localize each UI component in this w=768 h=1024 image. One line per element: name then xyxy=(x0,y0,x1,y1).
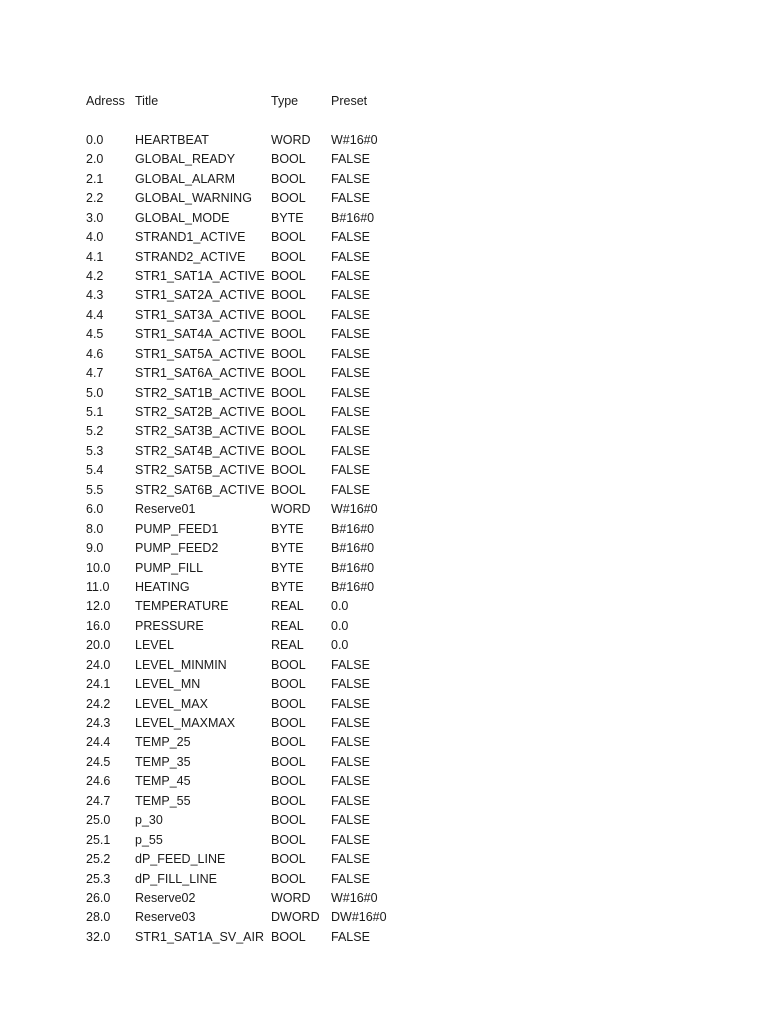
cell-title: STR1_SAT5A_ACTIVE xyxy=(135,346,265,361)
cell-address: 24.1 xyxy=(86,677,111,692)
cell-address: 10.0 xyxy=(86,560,111,575)
cell-title: STRAND1_ACTIVE xyxy=(135,230,246,245)
cell-title: GLOBAL_MODE xyxy=(135,210,230,225)
table-row xyxy=(86,753,416,772)
table-row xyxy=(86,811,416,830)
cell-address: 24.0 xyxy=(86,657,111,672)
table-row xyxy=(86,248,416,267)
cell-type: REAL xyxy=(271,638,304,653)
cell-title: LEVEL_MN xyxy=(135,677,201,692)
cell-title: STR1_SAT6A_ACTIVE xyxy=(135,366,265,381)
cell-address: 4.1 xyxy=(86,249,104,264)
cell-title: LEVEL xyxy=(135,638,174,653)
table-row xyxy=(86,889,416,908)
cell-preset: FALSE xyxy=(331,774,370,789)
table-row xyxy=(86,422,416,441)
cell-title: LEVEL_MAX xyxy=(135,696,208,711)
cell-preset: FALSE xyxy=(331,696,370,711)
cell-address: 4.2 xyxy=(86,268,104,283)
cell-type: BOOL xyxy=(271,230,306,245)
cell-address: 4.3 xyxy=(86,288,104,303)
cell-address: 2.0 xyxy=(86,152,104,167)
cell-address: 24.5 xyxy=(86,754,111,769)
cell-address: 12.0 xyxy=(86,599,111,614)
cell-address: 4.0 xyxy=(86,230,104,245)
cell-preset: 0.0 xyxy=(331,599,349,614)
cell-address: 6.0 xyxy=(86,502,104,517)
table-row xyxy=(86,403,416,422)
table-row xyxy=(86,345,416,364)
cell-type: BOOL xyxy=(271,443,306,458)
cell-address: 5.0 xyxy=(86,385,104,400)
cell-type: WORD xyxy=(271,502,311,517)
cell-preset: FALSE xyxy=(331,346,370,361)
cell-title: LEVEL_MAXMAX xyxy=(135,716,236,730)
cell-address: 4.5 xyxy=(86,327,104,342)
cell-title: HEARTBEAT xyxy=(135,132,209,147)
cell-preset: FALSE xyxy=(331,871,370,886)
cell-preset: FALSE xyxy=(331,366,370,381)
cell-preset: FALSE xyxy=(331,152,370,167)
cell-title: HEATING xyxy=(135,579,190,594)
cell-title: STR1_SAT3A_ACTIVE xyxy=(135,307,265,322)
cell-preset: B#16#0 xyxy=(331,579,375,594)
table-row xyxy=(86,928,416,947)
cell-type: BOOL xyxy=(271,677,306,692)
cell-title: STR2_SAT3B_ACTIVE xyxy=(135,424,265,439)
cell-preset: 0.0 xyxy=(331,638,349,653)
cell-preset: 0.0 xyxy=(331,618,349,633)
cell-preset: W#16#0 xyxy=(331,890,378,905)
table-row xyxy=(86,170,416,189)
table-row xyxy=(86,189,416,208)
cell-type: BOOL xyxy=(271,405,306,419)
cell-title: GLOBAL_ALARM xyxy=(135,171,236,186)
cell-title: LEVEL_MINMIN xyxy=(135,657,227,672)
cell-type: BYTE xyxy=(271,579,304,594)
cell-preset: FALSE xyxy=(331,677,370,692)
cell-address: 4.7 xyxy=(86,366,104,381)
cell-preset: B#16#0 xyxy=(331,210,375,225)
cell-title: PUMP_FEED1 xyxy=(135,521,219,536)
cell-preset: FALSE xyxy=(331,191,370,206)
cell-title: dP_FILL_LINE xyxy=(135,871,217,886)
table-row xyxy=(86,286,416,305)
table-row xyxy=(86,384,416,403)
cell-type: BOOL xyxy=(271,716,306,730)
table-row xyxy=(86,364,416,383)
cell-address: 5.3 xyxy=(86,443,104,458)
cell-type: BYTE xyxy=(271,560,304,575)
cell-address: 25.0 xyxy=(86,813,111,828)
cell-preset: FALSE xyxy=(331,754,370,769)
cell-title: p_55 xyxy=(135,832,163,847)
cell-title: Reserve01 xyxy=(135,502,196,517)
cell-type: BOOL xyxy=(271,793,306,808)
cell-preset: FALSE xyxy=(331,249,370,264)
cell-title: STRAND2_ACTIVE xyxy=(135,249,246,264)
cell-type: BOOL xyxy=(271,249,306,264)
cell-title: STR2_SAT1B_ACTIVE xyxy=(135,385,265,400)
table-row xyxy=(86,695,416,714)
cell-type: BOOL xyxy=(271,191,306,206)
cell-title: Reserve02 xyxy=(135,890,196,905)
table-row xyxy=(86,617,416,636)
table-row xyxy=(86,578,416,597)
cell-title: PUMP_FEED2 xyxy=(135,541,219,556)
cell-type: BOOL xyxy=(271,268,306,283)
cell-title: STR1_SAT4A_ACTIVE xyxy=(135,327,265,342)
cell-type: WORD xyxy=(271,890,311,905)
table-row xyxy=(86,908,416,927)
cell-preset: FALSE xyxy=(331,327,370,342)
cell-address: 2.1 xyxy=(86,171,104,186)
cell-title: PUMP_FILL xyxy=(135,560,204,575)
cell-type: REAL xyxy=(271,618,304,633)
table-row xyxy=(86,150,416,169)
table-row xyxy=(86,500,416,519)
cell-preset: W#16#0 xyxy=(331,132,378,147)
cell-preset: FALSE xyxy=(331,268,370,283)
cell-type: BOOL xyxy=(271,288,306,303)
table-row xyxy=(86,870,416,889)
cell-preset: FALSE xyxy=(331,171,370,186)
table-row xyxy=(86,539,416,558)
cell-address: 25.3 xyxy=(86,871,111,886)
table-row xyxy=(86,559,416,578)
header-preset: Preset xyxy=(331,94,368,108)
table-row xyxy=(86,461,416,480)
cell-address: 4.4 xyxy=(86,307,104,322)
cell-type: BOOL xyxy=(271,171,306,186)
cell-address: 4.6 xyxy=(86,346,104,361)
cell-type: REAL xyxy=(271,599,304,614)
cell-type: BOOL xyxy=(271,385,306,400)
cell-preset: B#16#0 xyxy=(331,521,375,536)
cell-type: BOOL xyxy=(271,852,306,867)
cell-type: BOOL xyxy=(271,735,306,750)
table-row xyxy=(86,714,416,733)
cell-type: BOOL xyxy=(271,832,306,847)
cell-address: 24.3 xyxy=(86,716,111,730)
variable-table xyxy=(86,92,416,947)
header-address: Adress xyxy=(86,94,125,108)
cell-address: 32.0 xyxy=(86,929,111,944)
table-row xyxy=(86,656,416,675)
cell-address: 26.0 xyxy=(86,890,111,905)
cell-preset: FALSE xyxy=(331,813,370,828)
cell-preset: FALSE xyxy=(331,385,370,400)
cell-address: 5.4 xyxy=(86,463,104,478)
cell-preset: FALSE xyxy=(331,793,370,808)
cell-preset: FALSE xyxy=(331,716,370,730)
cell-preset: FALSE xyxy=(331,657,370,672)
cell-type: BOOL xyxy=(271,366,306,381)
cell-title: STR2_SAT2B_ACTIVE xyxy=(135,405,265,419)
cell-type: BYTE xyxy=(271,521,304,536)
cell-title: STR1_SAT1A_SV_AIR xyxy=(135,929,264,944)
cell-address: 5.5 xyxy=(86,482,104,497)
cell-type: BOOL xyxy=(271,813,306,828)
cell-title: TEMP_45 xyxy=(135,774,191,789)
cell-address: 24.4 xyxy=(86,735,111,750)
cell-address: 5.1 xyxy=(86,405,104,419)
cell-title: TEMP_35 xyxy=(135,754,191,769)
cell-type: BOOL xyxy=(271,482,306,497)
cell-preset: FALSE xyxy=(331,929,370,944)
cell-title: TEMP_55 xyxy=(135,793,191,808)
cell-title: STR2_SAT4B_ACTIVE xyxy=(135,443,265,458)
cell-type: BOOL xyxy=(271,152,306,167)
cell-type: BOOL xyxy=(271,696,306,711)
cell-address: 25.2 xyxy=(86,852,111,867)
table-row xyxy=(86,267,416,286)
cell-type: BOOL xyxy=(271,929,306,944)
cell-address: 25.1 xyxy=(86,832,111,847)
cell-preset: FALSE xyxy=(331,463,370,478)
cell-preset: FALSE xyxy=(331,405,370,419)
table-row xyxy=(86,481,416,500)
cell-type: BOOL xyxy=(271,463,306,478)
cell-title: GLOBAL_WARNING xyxy=(135,191,252,206)
cell-address: 2.2 xyxy=(86,191,104,206)
cell-type: BOOL xyxy=(271,346,306,361)
cell-address: 0.0 xyxy=(86,132,104,147)
cell-title: dP_FEED_LINE xyxy=(135,852,226,867)
table-row xyxy=(86,675,416,694)
cell-preset: B#16#0 xyxy=(331,541,375,556)
cell-address: 3.0 xyxy=(86,210,104,225)
cell-type: BOOL xyxy=(271,754,306,769)
cell-address: 24.7 xyxy=(86,793,111,808)
cell-title: STR1_SAT1A_ACTIVE xyxy=(135,268,265,283)
cell-type: BOOL xyxy=(271,871,306,886)
table-row xyxy=(86,792,416,811)
cell-address: 5.2 xyxy=(86,424,104,439)
cell-address: 16.0 xyxy=(86,618,111,633)
table-row xyxy=(86,733,416,752)
cell-title: GLOBAL_READY xyxy=(135,152,236,167)
cell-address: 24.6 xyxy=(86,774,111,789)
cell-title: PRESSURE xyxy=(135,618,204,633)
table-row xyxy=(86,442,416,461)
cell-title: Reserve03 xyxy=(135,910,196,925)
table-row xyxy=(86,131,416,150)
table-row xyxy=(86,228,416,247)
cell-type: BOOL xyxy=(271,327,306,342)
cell-preset: FALSE xyxy=(331,443,370,458)
table-row xyxy=(86,325,416,344)
cell-preset: FALSE xyxy=(331,230,370,245)
cell-title: TEMPERATURE xyxy=(135,599,229,614)
cell-title: STR2_SAT6B_ACTIVE xyxy=(135,482,265,497)
cell-preset: FALSE xyxy=(331,735,370,750)
cell-preset: B#16#0 xyxy=(331,560,375,575)
cell-preset: FALSE xyxy=(331,424,370,439)
cell-type: WORD xyxy=(271,132,311,147)
table-row xyxy=(86,306,416,325)
table-row xyxy=(86,850,416,869)
cell-title: TEMP_25 xyxy=(135,735,191,750)
cell-preset: FALSE xyxy=(331,832,370,847)
cell-type: BOOL xyxy=(271,424,306,439)
table-row xyxy=(86,209,416,228)
cell-address: 20.0 xyxy=(86,638,111,653)
cell-address: 11.0 xyxy=(86,579,110,594)
cell-type: BOOL xyxy=(271,774,306,789)
table-row xyxy=(86,597,416,616)
cell-type: DWORD xyxy=(271,910,320,925)
header-title: Title xyxy=(135,94,159,108)
table-row xyxy=(86,772,416,791)
cell-title: STR1_SAT2A_ACTIVE xyxy=(135,288,265,303)
cell-preset: FALSE xyxy=(331,307,370,322)
cell-type: BYTE xyxy=(271,210,304,225)
cell-address: 24.2 xyxy=(86,696,111,711)
cell-type: BOOL xyxy=(271,657,306,672)
table-row xyxy=(86,831,416,850)
cell-preset: FALSE xyxy=(331,482,370,497)
table-body xyxy=(86,131,416,947)
cell-title: p_30 xyxy=(135,813,163,828)
cell-address: 8.0 xyxy=(86,521,104,536)
table-row xyxy=(86,636,416,655)
cell-preset: W#16#0 xyxy=(331,502,378,517)
cell-type: BYTE xyxy=(271,541,304,556)
table-header xyxy=(86,92,416,111)
cell-address: 9.0 xyxy=(86,541,104,556)
cell-address: 28.0 xyxy=(86,910,111,925)
cell-preset: DW#16#0 xyxy=(331,910,387,925)
cell-preset: FALSE xyxy=(331,852,370,867)
cell-title: STR2_SAT5B_ACTIVE xyxy=(135,463,265,478)
cell-type: BOOL xyxy=(271,307,306,322)
header-type: Type xyxy=(271,94,299,108)
table-row xyxy=(86,520,416,539)
cell-preset: FALSE xyxy=(331,288,370,303)
